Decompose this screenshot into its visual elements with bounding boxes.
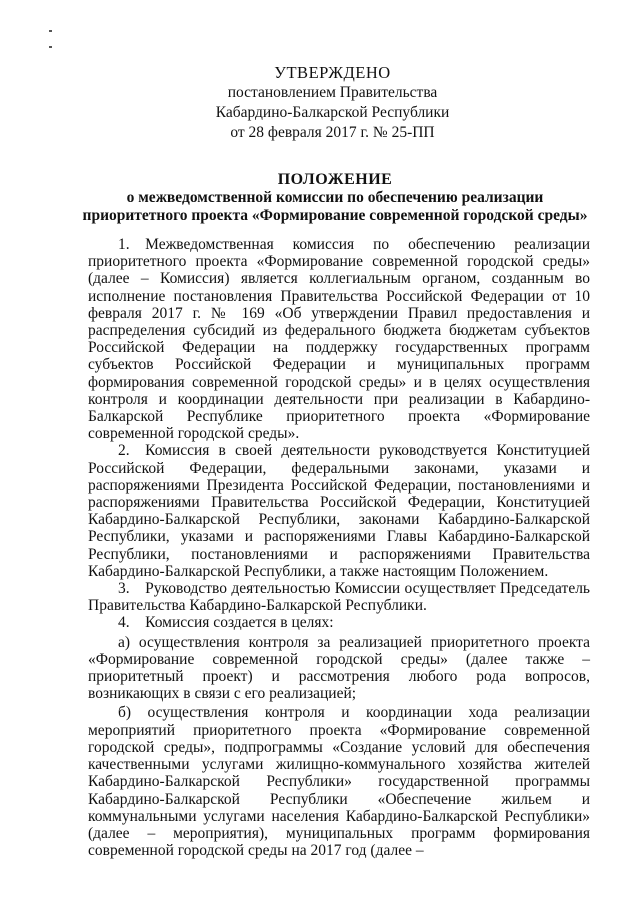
paragraph-4b: б) осуществления контроля и координации хода реализации мероприятий приоритетного проекта «Формирование современной городской среды», подпрограммы «Создание условий для обеспечения качественными услугами жилищно-коммунального хозяйства жителей Кабардино-Балкарской Республики» государственной программы Кабардино-Балкарской Республики «Обеспечение жильем и коммунальными услугами населения Кабардино-Балкарской Республики» (далее – мероприятия), муниципальных программ формирования современной городской среды на 2017 год (далее – [88,704,590,860]
paragraph-4: 4. Комиссия создается в целях: [118,614,334,632]
paragraph-3: 3. Руководство деятельностью Комиссии осуществляет Председатель Правительства Кабардино-Балкарской Республики. [88,580,590,615]
document-subtitle-line: о межведомственной комиссии по обеспечению реализации [126,189,544,206]
document-title [80,171,590,225]
approval-heading: УТВЕРЖДЕНО [274,63,391,82]
approval-date: от 28 февраля 2017 г. № 25-ПП [230,124,435,141]
scan-speck [49,46,52,48]
approval-line: постановлением Правительства [227,84,438,101]
scan-speck [49,30,52,32]
document-body [88,236,590,859]
paragraph-1: 1. Межведомственная комиссия по обеспечению реализации приоритетного проекта «Формирование современной городской среды» (далее – Комиссия) является коллегиальным органом, созданным во исполнение постановления Правительства Российской Федерации от 10 февраля 2017 г. № 169 «Об утверждении Правил предоставления и распределения субсидий из федерального бюджета бюджетам субъектов Российской Федерации на поддержку государственных программ субъектов Российской Федерации и муниципальных программ формирования современной городской среды» и в целях осуществления контроля и координации деятельности при реализации в Кабардино-Балкарской Республике приоритетного проекта «Формирование современной городской среды». [88,236,590,443]
approval-stamp [0,63,640,143]
approval-line: Кабардино-Балкарской Республики [215,104,450,121]
document-title-main: ПОЛОЖЕНИЕ [277,171,393,188]
document-subtitle-line: приоритетного проекта «Формирование современной городской среды» [82,207,588,224]
paragraph-2: 2. Комиссия в своей деятельности руководствуется Конституцией Российской Федерации, федеральными законами, указами и распоряжениями Президента Российской Федерации, постановлениями и распоряжениями Правительства Российской Федерации, Конституцией Кабардино-Балкарской Республики, законами Кабардино-Балкарской Республики, указами и распоряжениями Главы Кабардино-Балкарской Республики, постановлениями и распоряжениями Правительства Кабардино-Балкарской Республики, а также настоящим Положением. [88,442,590,580]
paragraph-4a: а) осуществления контроля за реализацией приоритетного проекта «Формирование современной городской среды» (далее также – приоритетный проект) и рассмотрения любого рода вопросов, возникающих в связи с его реализацией; [88,633,590,703]
